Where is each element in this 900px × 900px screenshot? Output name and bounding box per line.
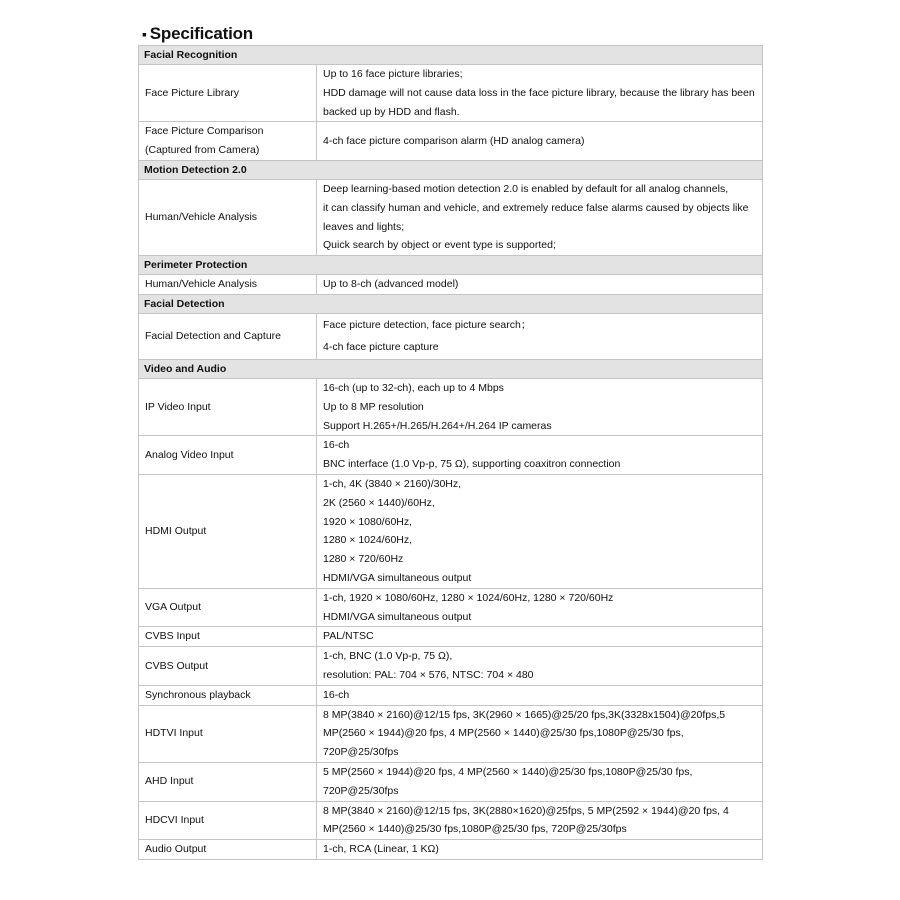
- table-row: [139, 840, 763, 860]
- spec-label: AHD Input: [139, 762, 317, 801]
- spec-value: Deep learning-based motion detection 2.0 is enabled by default for all analog channels, it can classify human and vehicle, and extremely reduce false alarms caused by objects like leaves and lights; Quick search by object or event type is supported;: [317, 179, 763, 255]
- table-row: [139, 588, 763, 627]
- table-row: [139, 685, 763, 705]
- section-header-row: [139, 294, 763, 313]
- spec-label: HDMI Output: [139, 474, 317, 588]
- spec-value: Up to 16 face picture libraries; HDD damage will not cause data loss in the face picture library, because the library has been backed up by HDD and flash.: [317, 65, 763, 122]
- table-row: [139, 627, 763, 647]
- spec-label: CVBS Input: [139, 627, 317, 647]
- spec-value: 1-ch, RCA (Linear, 1 KΩ): [317, 840, 763, 860]
- table-row: [139, 313, 763, 359]
- spec-label: HDTVI Input: [139, 705, 317, 762]
- table-row: [139, 122, 763, 161]
- section-header-row: [139, 359, 763, 378]
- table-row: [139, 65, 763, 122]
- page-title: [142, 24, 253, 44]
- bullet-icon: ▪: [142, 26, 147, 42]
- section-header: Perimeter Protection: [139, 256, 763, 275]
- table-row: [139, 705, 763, 762]
- table-row: [139, 801, 763, 840]
- spec-label: Face Picture Comparison (Captured from Camera): [139, 122, 317, 161]
- section-header-row: [139, 46, 763, 65]
- spec-value: 8 MP(3840 × 2160)@12/15 fps, 3K(2880×1620)@25fps, 5 MP(2592 × 1944)@20 fps, 4 MP(2560 × 1440)@25/30 fps,1080P@25/30 fps, 720P@25/30fps: [317, 801, 763, 840]
- spec-value: 16-ch: [317, 685, 763, 705]
- spec-label: Analog Video Input: [139, 436, 317, 475]
- table-row: [139, 378, 763, 435]
- section-header: Video and Audio: [139, 359, 763, 378]
- spec-label: IP Video Input: [139, 378, 317, 435]
- page-title-text: Specification: [149, 24, 253, 43]
- section-header: Facial Recognition: [139, 46, 763, 65]
- specification-table-body: [139, 46, 763, 860]
- spec-value: 4-ch face picture comparison alarm (HD analog camera): [317, 122, 763, 161]
- spec-value: 1-ch, 1920 × 1080/60Hz, 1280 × 1024/60Hz, 1280 × 720/60Hz HDMI/VGA simultaneous output: [317, 588, 763, 627]
- table-row: [139, 275, 763, 295]
- table-row: [139, 647, 763, 686]
- table-row: [139, 436, 763, 475]
- spec-value: 1-ch, 4K (3840 × 2160)/30Hz, 2K (2560 × 1440)/60Hz, 1920 × 1080/60Hz, 1280 × 1024/60Hz, 1280 × 720/60Hz HDMI/VGA simultaneous output: [317, 474, 763, 588]
- spec-value: 5 MP(2560 × 1944)@20 fps, 4 MP(2560 × 1440)@25/30 fps,1080P@25/30 fps, 720P@25/30fps: [317, 762, 763, 801]
- section-header-row: [139, 160, 763, 179]
- spec-label: Synchronous playback: [139, 685, 317, 705]
- table-row: [139, 474, 763, 588]
- spec-value: Face picture detection, face picture search； 4-ch face picture capture: [317, 313, 763, 359]
- table-row: [139, 762, 763, 801]
- specification-table: [138, 45, 763, 860]
- spec-label: HDCVI Input: [139, 801, 317, 840]
- spec-value: Up to 8-ch (advanced model): [317, 275, 763, 295]
- spec-label: Facial Detection and Capture: [139, 313, 317, 359]
- spec-label: Audio Output: [139, 840, 317, 860]
- spec-label: Human/Vehicle Analysis: [139, 179, 317, 255]
- section-header: Facial Detection: [139, 294, 763, 313]
- spec-label: Human/Vehicle Analysis: [139, 275, 317, 295]
- spec-value: 1-ch, BNC (1.0 Vp-p, 75 Ω), resolution: PAL: 704 × 576, NTSC: 704 × 480: [317, 647, 763, 686]
- section-header: Motion Detection 2.0: [139, 160, 763, 179]
- spec-label: VGA Output: [139, 588, 317, 627]
- table-row: [139, 179, 763, 255]
- spec-value: 8 MP(3840 × 2160)@12/15 fps, 3K(2960 × 1665)@25/20 fps,3K(3328x1504)@20fps,5 MP(2560 × 1944)@20 fps, 4 MP(2560 × 1440)@25/30 fps,1080P@25/30 fps, 720P@25/30fps: [317, 705, 763, 762]
- spec-label: Face Picture Library: [139, 65, 317, 122]
- section-header-row: [139, 256, 763, 275]
- spec-label: CVBS Output: [139, 647, 317, 686]
- spec-value: 16-ch BNC interface (1.0 Vp-p, 75 Ω), supporting coaxitron connection: [317, 436, 763, 475]
- spec-value: 16-ch (up to 32-ch), each up to 4 Mbps Up to 8 MP resolution Support H.265+/H.265/H.264+/H.264 IP cameras: [317, 378, 763, 435]
- spec-value: PAL/NTSC: [317, 627, 763, 647]
